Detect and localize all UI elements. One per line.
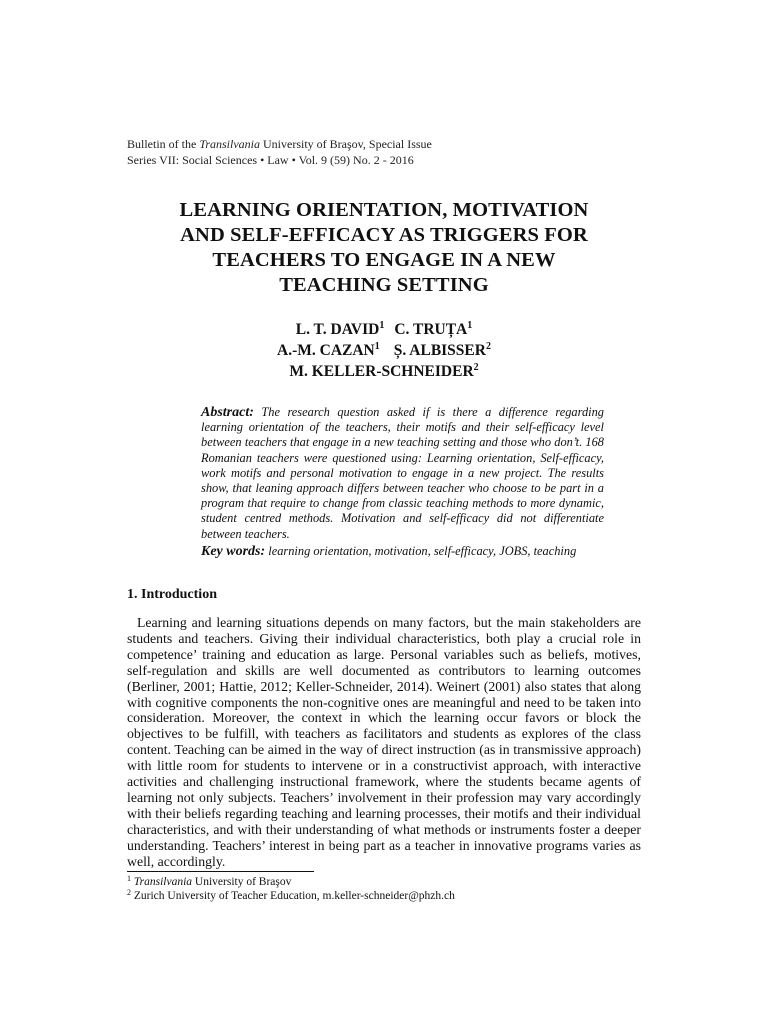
author-affiliation: 1 (467, 320, 473, 331)
author-name: M. KELLER-SCHNEIDER (289, 363, 474, 380)
title-line-3: TEACHERS TO ENGAGE IN A NEW (212, 249, 556, 271)
author-name: L. T. DAVID (295, 321, 380, 338)
footnote-2: $^2$ Zurich University of Teacher Education, m.keller-schneider@phzh.ch (127, 888, 455, 902)
title-line-1: LEARNING ORIENTATION, MOTIVATION (179, 199, 589, 221)
abstract-label: Abstract: (201, 405, 254, 420)
author-name: Ș. ALBISSER (393, 342, 486, 359)
intro-paragraph: Learning and learning situations depends on many factors, but the main stakeholders are students and teachers. Giving their individual characteristics, both play a crucial role in competence’ training and education as large. Personal variables such as beliefs, motives, self-regulation and skills are well documented as contributors to learning outcomes (Berliner, 2001; Hattie, 2012; Keller-Schneider, 2014). Weinert (2001) also states that along with cognitive components the non-cognitive ones are meaningful and need to be taken into consideration. Moreover, the context in which the learning occur favors or block the objectives to be fulfill, with teachers as facilitators and students as explores of the class content. Teaching can be aimed in the way of direct instruction (as in transmissive approach) with little room for students to intervene or in a constructivist approach, with interactive activities and challenging instructional framework, where the students became agents of learning not only subjects. Teachers’ involvement in their profession may vary accordingly with their beliefs regarding teaching and learning processes, their motifs and their individual characteristics, and with their understanding of what methods or instruments foster a deeper understanding. Teachers’ interest in being part as a teacher in innovative programs varies as well, accordingly. (127, 615, 641, 869)
author-line-2 (150, 340, 618, 361)
keywords-text: learning orientation, motivation, self-efficacy, JOBS, teaching (268, 544, 577, 558)
journal-header-line1: Bulletin of the Transilvania University of Braşov, Special Issue (127, 137, 432, 151)
journal-header-line2: Series VII: Social Sciences • Law • Vol. 9 (59) No. 2 - 2016 (127, 152, 414, 167)
author-name: A.-M. CAZAN (277, 342, 375, 359)
author-line-1 (150, 319, 618, 340)
keywords (201, 543, 621, 560)
journal-header (127, 137, 432, 168)
paper-title (150, 198, 618, 298)
footnotes (127, 875, 455, 903)
author-affiliation: 1 (374, 341, 380, 352)
footnote-1: $^1$ Transilvania University of Braşov (127, 874, 292, 888)
author-name: C. TRUȚA (394, 321, 468, 338)
footnote-divider (127, 871, 314, 872)
keywords-label: Key words: (201, 544, 266, 559)
section-heading: 1. Introduction (127, 587, 217, 602)
journal-header-italic: Transilvania (199, 137, 261, 151)
author-line-3 (150, 361, 618, 382)
author-affiliation: 2 (485, 341, 491, 352)
author-affiliation: 1 (379, 320, 385, 331)
title-line-2: AND SELF-EFFICACY AS TRIGGERS FOR (180, 224, 588, 246)
author-list (150, 319, 618, 382)
abstract-text: The research question asked if is there a difference regarding learning orientation of the teachers, their motifs and their self-efficacy level between teachers that engage in a new teaching setting and those who don’t. 168 Romanian teachers were questioned using: Learning orientation, Self-efficacy, work motifs and personal motivation to engage in a new project. The results show, that leaning approach differs between teacher who choose to be part in a program that require to change from classic teaching methods to more dynamic, student centred methods. Motivation and self-efficacy did not differentiate between teachers. (201, 405, 604, 541)
title-line-4: TEACHING SETTING (279, 274, 489, 296)
abstract (201, 405, 604, 542)
author-affiliation: 2 (473, 362, 479, 373)
